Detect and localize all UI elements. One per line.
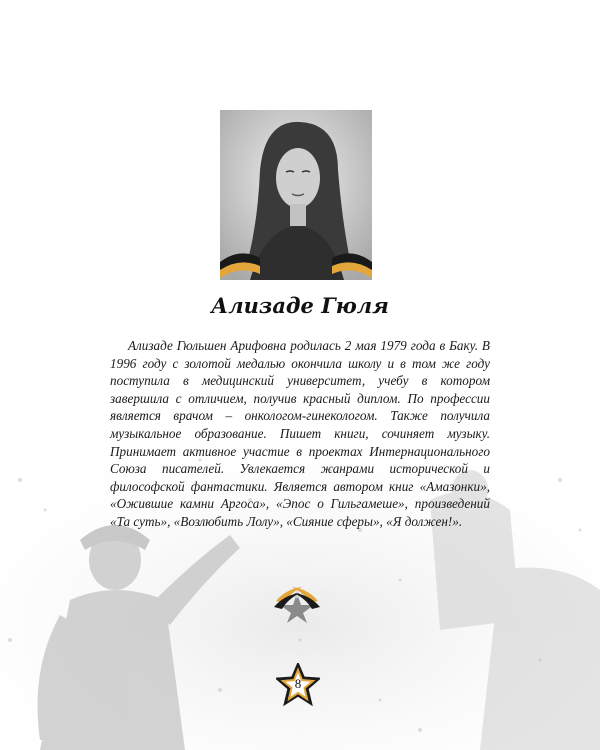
author-name: Ализаде Гюля xyxy=(211,293,389,318)
author-portrait xyxy=(220,110,372,280)
page-number: 8 xyxy=(294,676,302,691)
eternal-flame-star-icon xyxy=(272,583,322,623)
author-biography: Ализаде Гюльшен Арифовна родилась 2 мая 1979 года в Баку. В 1996 году с золотой медалью окончила школу и в том же году поступила в медицинский университет, учебу в котором завершила с отличием, получив красный диплом. По профессии является врачом – онкологом-гинекологом. Также получила музыкальное образование. Пишет книги, сочиняет музыку. Принимает активное участие в проектах Интернационального Союза писателей. Увлекается жанрами исторической и философской фантастики. Является автором книг «Амазонки», «Ожившие камни Аргоса», «Эпос о Гильгамеше», произведений «Та суть», «Возлюбить Лолу», «Сияние сферы», «Я должен!». xyxy=(110,338,490,529)
